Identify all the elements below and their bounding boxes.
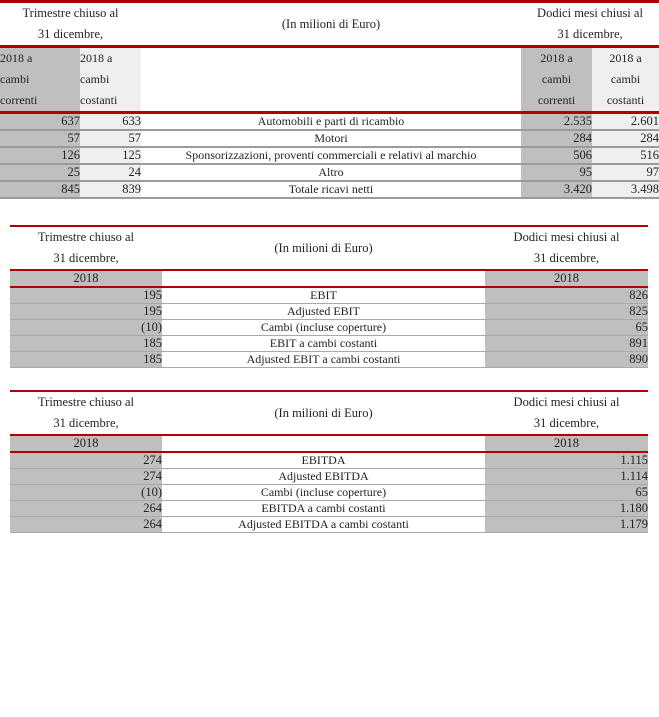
left-gutter xyxy=(0,453,10,468)
cell-quarter-value: 185 xyxy=(10,352,162,367)
cell-y-constant: 284 xyxy=(592,131,659,146)
cell-quarter-value: 274 xyxy=(10,469,162,484)
left-gutter xyxy=(0,392,10,434)
table-row xyxy=(0,453,659,468)
cell-year-value: 891 xyxy=(485,336,648,351)
right-gutter xyxy=(648,453,659,468)
cell-y-current: 2.535 xyxy=(521,114,592,129)
table-row xyxy=(0,320,659,335)
cell-y-current: 3.420 xyxy=(521,182,592,197)
caption-quarter-line1: Trimestre chiuso al xyxy=(37,395,135,409)
right-gutter xyxy=(648,320,659,335)
right-gutter xyxy=(648,352,659,367)
caption-twelve-months xyxy=(485,392,648,434)
caption-quarter-line1: Trimestre chiuso al xyxy=(22,6,119,20)
left-gutter xyxy=(0,501,10,516)
caption-twelve-months-line2: 31 dicembre, xyxy=(557,27,623,41)
cell-quarter-value: (10) xyxy=(10,320,162,335)
cell-quarter-value: (10) xyxy=(10,485,162,500)
revenue-table xyxy=(0,0,659,199)
caption-twelve-months-line1: Dodici mesi chiusi al xyxy=(537,6,643,20)
right-gutter xyxy=(648,336,659,351)
right-gutter xyxy=(648,227,659,269)
col-header-q-current: 2018 a cambi correnti xyxy=(0,48,80,111)
table-row xyxy=(0,165,659,180)
cell-label: Adjusted EBIT xyxy=(162,304,485,319)
caption-quarter-line2: 31 dicembre, xyxy=(53,251,119,265)
caption-twelve-months-line1: Dodici mesi chiusi al xyxy=(513,395,620,409)
table-ricavi-netti xyxy=(0,0,659,199)
cell-q-constant: 24 xyxy=(80,165,141,180)
cell-quarter-value: 264 xyxy=(10,517,162,532)
table-ebit xyxy=(0,225,659,368)
table-row xyxy=(0,148,659,163)
caption-twelve-months-line1: Dodici mesi chiusi al xyxy=(513,230,620,244)
col-header-quarter-year: 2018 xyxy=(10,436,162,451)
caption-quarter-line2: 31 dicembre, xyxy=(37,27,104,41)
cell-label: Automobili e parti di ricambio xyxy=(141,114,521,129)
col-header-quarter-year: 2018 xyxy=(10,271,162,286)
cell-y-current: 506 xyxy=(521,148,592,163)
right-gutter xyxy=(648,517,659,532)
col-header-y-current: 2018 a cambi correnti xyxy=(521,48,592,111)
col-header-spacer xyxy=(162,271,485,286)
table-row xyxy=(0,288,659,303)
cell-q-current: 845 xyxy=(0,182,80,197)
cell-year-value: 65 xyxy=(485,485,648,500)
cell-label: Adjusted EBITDA a cambi costanti xyxy=(162,517,485,532)
right-gutter xyxy=(648,271,659,286)
column-header-row xyxy=(0,48,659,111)
left-gutter xyxy=(0,271,10,286)
left-gutter xyxy=(0,352,10,367)
caption-quarter-line1: Trimestre chiuso al xyxy=(37,230,135,244)
cell-y-constant: 97 xyxy=(592,165,659,180)
col-header-spacer xyxy=(141,48,521,111)
cell-label: EBITDA xyxy=(162,453,485,468)
cell-q-constant: 125 xyxy=(80,148,141,163)
cell-label: Altro xyxy=(141,165,521,180)
cell-q-constant: 839 xyxy=(80,182,141,197)
table-ebitda xyxy=(0,390,659,533)
table-row xyxy=(0,336,659,351)
table-row-total xyxy=(0,182,659,197)
cell-label: Sponsorizzazioni, proventi commerciali e relativi al marchio xyxy=(141,148,521,163)
cell-y-current: 95 xyxy=(521,165,592,180)
caption-units: (In milioni di Euro) xyxy=(162,392,485,434)
cell-label: Cambi (incluse coperture) xyxy=(162,320,485,335)
right-gutter xyxy=(648,392,659,434)
cell-label: Totale ricavi netti xyxy=(141,182,521,197)
table-row xyxy=(0,469,659,484)
caption-row xyxy=(0,392,659,434)
col-header-y-constant: 2018 a cambi costanti xyxy=(592,48,659,111)
caption-quarter xyxy=(10,227,162,269)
column-header-row xyxy=(0,271,659,286)
ebitda-table xyxy=(0,390,659,533)
left-gutter xyxy=(0,485,10,500)
right-gutter xyxy=(648,436,659,451)
cell-year-value: 65 xyxy=(485,320,648,335)
table-row xyxy=(0,485,659,500)
left-gutter xyxy=(0,320,10,335)
cell-quarter-value: 274 xyxy=(10,453,162,468)
col-header-spacer xyxy=(162,436,485,451)
caption-twelve-months xyxy=(521,3,659,45)
right-gutter xyxy=(648,288,659,303)
cell-label: EBIT xyxy=(162,288,485,303)
cell-year-value: 1.114 xyxy=(485,469,648,484)
cell-year-value: 825 xyxy=(485,304,648,319)
caption-units: (In milioni di Euro) xyxy=(141,3,521,45)
col-header-year-year: 2018 xyxy=(485,271,648,286)
cell-q-current: 25 xyxy=(0,165,80,180)
caption-quarter xyxy=(0,3,141,45)
cell-y-constant: 516 xyxy=(592,148,659,163)
table-gap-1 xyxy=(0,199,659,225)
cell-label: Adjusted EBIT a cambi costanti xyxy=(162,352,485,367)
caption-twelve-months-line2: 31 dicembre, xyxy=(533,416,600,430)
table-row xyxy=(0,501,659,516)
cell-quarter-value: 185 xyxy=(10,336,162,351)
cell-q-constant: 57 xyxy=(80,131,141,146)
cell-year-value: 1.180 xyxy=(485,501,648,516)
cell-year-value: 890 xyxy=(485,352,648,367)
table-row xyxy=(0,131,659,146)
left-gutter xyxy=(0,436,10,451)
bottom-grey-rule xyxy=(10,532,648,533)
ebit-table xyxy=(0,225,659,368)
right-gutter xyxy=(648,469,659,484)
left-gutter xyxy=(0,469,10,484)
cell-year-value: 1.179 xyxy=(485,517,648,532)
caption-twelve-months xyxy=(485,227,648,269)
caption-quarter-line2: 31 dicembre, xyxy=(53,416,119,430)
table-gap-2 xyxy=(0,368,659,390)
cell-q-current: 637 xyxy=(0,114,80,129)
left-gutter xyxy=(0,304,10,319)
cell-q-current: 57 xyxy=(0,131,80,146)
left-gutter xyxy=(0,227,10,269)
cell-year-value: 1.115 xyxy=(485,453,648,468)
col-header-year-year: 2018 xyxy=(485,436,648,451)
bottom-rule-row xyxy=(0,532,659,533)
cell-y-current: 284 xyxy=(521,131,592,146)
cell-q-current: 126 xyxy=(0,148,80,163)
table-row xyxy=(0,114,659,129)
cell-label: Motori xyxy=(141,131,521,146)
table-row xyxy=(0,517,659,532)
table-row xyxy=(0,304,659,319)
left-gutter xyxy=(0,517,10,532)
caption-row xyxy=(0,227,659,269)
caption-row xyxy=(0,3,659,45)
cell-label: Adjusted EBITDA xyxy=(162,469,485,484)
caption-quarter xyxy=(10,392,162,434)
left-gutter xyxy=(0,336,10,351)
cell-y-constant: 2.601 xyxy=(592,114,659,129)
cell-quarter-value: 264 xyxy=(10,501,162,516)
right-gutter xyxy=(648,304,659,319)
table-row xyxy=(0,352,659,367)
left-gutter xyxy=(0,288,10,303)
cell-label: EBIT a cambi costanti xyxy=(162,336,485,351)
cell-year-value: 826 xyxy=(485,288,648,303)
cell-y-constant: 3.498 xyxy=(592,182,659,197)
col-header-q-constant: 2018 a cambi costanti xyxy=(80,48,141,111)
caption-twelve-months-line2: 31 dicembre, xyxy=(533,251,600,265)
cell-label: EBITDA a cambi costanti xyxy=(162,501,485,516)
cell-label: Cambi (incluse coperture) xyxy=(162,485,485,500)
cell-quarter-value: 195 xyxy=(10,304,162,319)
right-gutter xyxy=(648,485,659,500)
cell-quarter-value: 195 xyxy=(10,288,162,303)
cell-q-constant: 633 xyxy=(80,114,141,129)
column-header-row xyxy=(0,436,659,451)
right-gutter xyxy=(648,501,659,516)
caption-units: (In milioni di Euro) xyxy=(162,227,485,269)
